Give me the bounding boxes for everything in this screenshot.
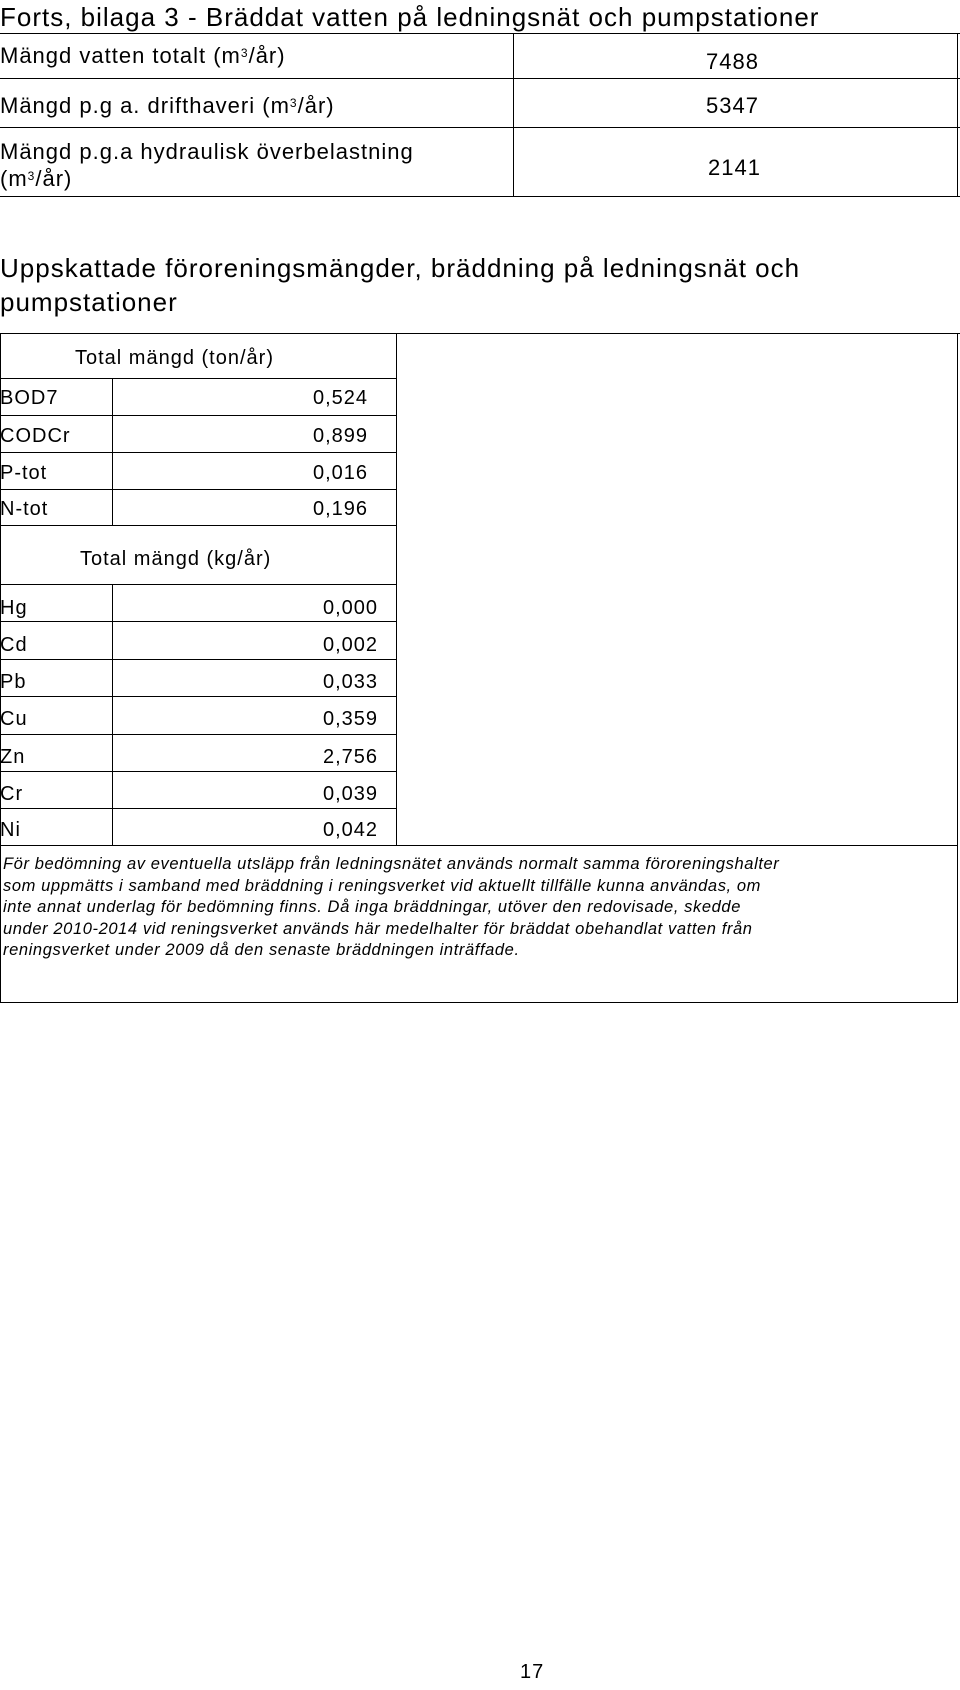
kg-row-label: Hg (0, 597, 28, 619)
note-line: under 2010-2014 vid reningsverket används här medelhalter för bräddat obehandlat vatten från (3, 919, 753, 938)
volume-row-label: Mängd vatten totalt $(m^3/år)$ (0, 43, 286, 68)
kg-row-label: Ni (0, 819, 21, 841)
kg-row-label: Zn (0, 746, 26, 768)
kg-row-label: Cd (0, 634, 28, 656)
note-line: reningsverket under 2009 då den senaste bräddningen inträffade. (3, 941, 520, 959)
kg-row-value: 2,756 (323, 746, 379, 768)
ton-row-label: BOD7 (0, 387, 59, 409)
page-title: Forts, bilaga 3 - Bräddat vatten på ledningsnät och pumpstationer (0, 2, 820, 32)
note-line: inte annat underlag för bedömning finns. Då inga bräddningar, utöver den redovisade, skedde (3, 898, 741, 916)
kg-row-label: Pb (0, 671, 27, 693)
kg-row-value: 0,002 (323, 634, 379, 656)
note-line: som uppmätts i samband med bräddning i reningsverket vid aktuellt tillfälle kunna användas, om (3, 876, 762, 895)
ton-row-value: 0,196 (313, 498, 369, 520)
ton-row-label: CODCr (0, 425, 71, 447)
kg-row-value: 0,039 (323, 783, 379, 805)
note-paragraph (3, 854, 779, 962)
page-number: 17 (520, 1661, 545, 1683)
volume-row-label: Mängd p.g.a hydraulisk överbelastning $(m^3/år)$ (0, 139, 414, 191)
kg-table-header: Total mängd (kg/år) (80, 548, 272, 570)
kg-row-label: Cu (0, 708, 28, 730)
kg-row-value: 0,000 (323, 597, 379, 619)
ton-row-label: P-tot (0, 462, 48, 484)
ton-row-value: 0,899 (313, 425, 369, 447)
section-heading: Uppskattade föroreningsmängder, bräddning på ledningsnät och pumpstationer (0, 253, 801, 317)
kg-row-value: 0,359 (323, 708, 379, 730)
ton-row-value: 0,016 (313, 462, 369, 484)
volume-row-value: 2141 (708, 155, 761, 180)
ton-row-value: 0,524 (313, 387, 369, 409)
kg-row-value: 0,042 (323, 819, 379, 841)
volume-row-value: 5347 (706, 93, 759, 118)
volume-row-value: 7488 (706, 49, 759, 74)
kg-row-label: Cr (0, 783, 24, 805)
ton-table-header: Total mängd (ton/år) (75, 347, 274, 369)
kg-row-value: 0,033 (323, 671, 379, 693)
ton-row-label: N-tot (0, 498, 49, 520)
note-line: För bedömning av eventuella utsläpp från ledningsnätet används normalt samma föroreningshalter (3, 855, 780, 873)
volume-row-label: Mängd p.g a. drifthaveri $(m^3/år)$ (0, 93, 335, 118)
